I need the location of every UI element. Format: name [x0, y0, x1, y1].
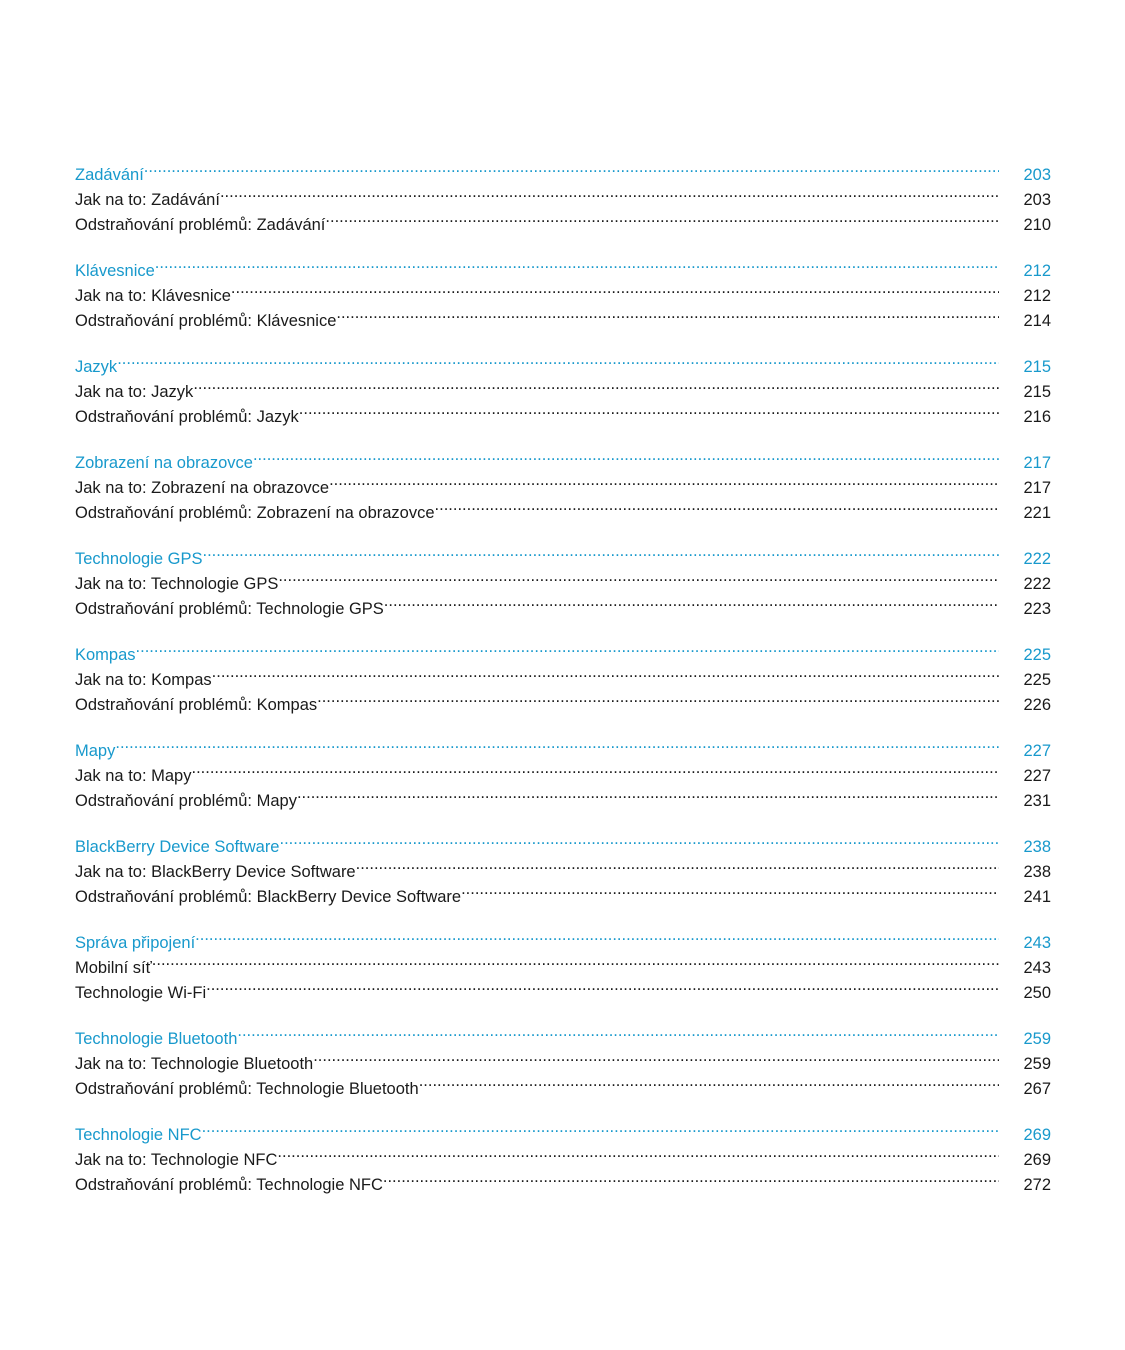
toc-entry-title: Jak na to: Kompas — [75, 671, 212, 689]
toc-section — [75, 731, 1051, 810]
toc-section — [75, 347, 1051, 426]
toc-heading-link[interactable] — [75, 923, 1051, 952]
toc-heading-title: Klávesnice — [75, 262, 155, 280]
toc-heading-link[interactable] — [75, 155, 1051, 184]
toc-entry-page-number: 225 — [1023, 671, 1051, 689]
toc-dot-leader — [136, 635, 999, 660]
toc-heading-title: Správa připojení — [75, 934, 196, 952]
toc-heading-link[interactable] — [75, 539, 1051, 568]
toc-entry-page-number: 250 — [1023, 984, 1051, 1002]
toc-section — [75, 155, 1051, 234]
toc-dot-leader — [383, 1165, 999, 1190]
toc-heading-title: Jazyk — [75, 358, 118, 376]
toc-heading-page-number: 225 — [1023, 646, 1051, 664]
toc-entry-page-number: 210 — [1023, 216, 1051, 234]
toc-entry-page-number: 226 — [1023, 696, 1051, 714]
toc-heading-title: Zobrazení na obrazovce — [75, 454, 253, 472]
toc-entry-link[interactable] — [75, 1140, 1051, 1169]
toc-entry-page-number: 203 — [1023, 191, 1051, 209]
toc-heading-title: Kompas — [75, 646, 136, 664]
toc-heading-link[interactable] — [75, 827, 1051, 856]
toc-entry-page-number: 227 — [1023, 767, 1051, 785]
toc-entry-title: Jak na to: Jazyk — [75, 383, 194, 401]
toc-dot-leader — [336, 301, 999, 326]
toc-heading-page-number: 222 — [1023, 550, 1051, 568]
toc-entry-page-number: 272 — [1023, 1176, 1051, 1194]
toc-entry-link[interactable] — [75, 781, 1051, 810]
toc-heading-page-number: 269 — [1023, 1126, 1051, 1144]
toc-entry-title: Jak na to: Zobrazení na obrazovce — [75, 479, 330, 497]
toc-section — [75, 443, 1051, 522]
toc-entry-link[interactable] — [75, 180, 1051, 209]
toc-entry-title: Odstraňování problémů: Technologie Bluetooth — [75, 1080, 419, 1098]
toc-section — [75, 827, 1051, 906]
toc-dot-leader — [195, 923, 999, 948]
toc-entry-title: Jak na to: Klávesnice — [75, 287, 231, 305]
toc-heading-link[interactable] — [75, 1019, 1051, 1048]
toc-dot-leader — [115, 731, 999, 756]
toc-heading-link[interactable] — [75, 347, 1051, 376]
toc-heading-page-number: 243 — [1023, 934, 1051, 952]
toc-entry-page-number: 222 — [1023, 575, 1051, 593]
toc-entry-title: Odstraňování problémů: Mapy — [75, 792, 297, 810]
toc-heading-link[interactable] — [75, 251, 1051, 280]
toc-dot-leader — [297, 781, 999, 806]
toc-dot-leader — [461, 877, 999, 902]
table-of-contents — [75, 155, 1051, 1211]
toc-heading-page-number: 203 — [1023, 166, 1051, 184]
toc-entry-link[interactable] — [75, 948, 1051, 977]
toc-section — [75, 1115, 1051, 1194]
toc-entry-link[interactable] — [75, 660, 1051, 689]
toc-entry-page-number: 214 — [1023, 312, 1051, 330]
toc-entry-page-number: 223 — [1023, 600, 1051, 618]
toc-heading-title: Technologie GPS — [75, 550, 203, 568]
toc-entry-title: Odstraňování problémů: Technologie GPS — [75, 600, 384, 618]
toc-entry-page-number: 267 — [1023, 1080, 1051, 1098]
toc-entry-title: Odstraňování problémů: Zobrazení na obrazovce — [75, 504, 435, 522]
toc-section — [75, 923, 1051, 1002]
toc-entry-title: Jak na to: Technologie Bluetooth — [75, 1055, 314, 1073]
toc-heading-page-number: 215 — [1023, 358, 1051, 376]
toc-section — [75, 539, 1051, 618]
toc-dot-leader — [220, 180, 999, 205]
toc-section — [75, 635, 1051, 714]
toc-heading-link[interactable] — [75, 1115, 1051, 1144]
toc-section — [75, 251, 1051, 330]
toc-entry-title: Jak na to: Zadávání — [75, 191, 220, 209]
toc-dot-leader — [202, 1115, 999, 1140]
toc-dot-leader — [117, 347, 999, 372]
toc-dot-leader — [299, 397, 999, 422]
toc-entry-title: Odstraňování problémů: BlackBerry Device Software — [75, 888, 462, 906]
toc-heading-page-number: 259 — [1023, 1030, 1051, 1048]
toc-entry-page-number: 238 — [1023, 863, 1051, 881]
toc-section — [75, 1019, 1051, 1098]
toc-entry-page-number: 217 — [1023, 479, 1051, 497]
toc-entry-link[interactable] — [75, 205, 1051, 234]
toc-dot-leader — [212, 660, 999, 685]
toc-dot-leader — [384, 589, 999, 614]
toc-entry-title: Jak na to: Technologie NFC — [75, 1151, 278, 1169]
toc-heading-link[interactable] — [75, 635, 1051, 664]
toc-dot-leader — [191, 756, 999, 781]
toc-dot-leader — [144, 155, 999, 180]
toc-dot-leader — [203, 539, 1000, 564]
toc-entry-link[interactable] — [75, 276, 1051, 305]
toc-entry-title: Technologie Wi-Fi — [75, 984, 207, 1002]
toc-heading-title: Zadávání — [75, 166, 144, 184]
toc-heading-page-number: 217 — [1023, 454, 1051, 472]
toc-entry-page-number: 259 — [1023, 1055, 1051, 1073]
toc-entry-page-number: 241 — [1023, 888, 1051, 906]
toc-entry-page-number: 243 — [1023, 959, 1051, 977]
toc-entry-link[interactable] — [75, 397, 1051, 426]
toc-heading-page-number: 212 — [1023, 262, 1051, 280]
toc-heading-title: Technologie Bluetooth — [75, 1030, 238, 1048]
toc-entry-page-number: 231 — [1023, 792, 1051, 810]
toc-dot-leader — [193, 372, 999, 397]
toc-entry-title: Odstraňování problémů: Jazyk — [75, 408, 299, 426]
toc-dot-leader — [237, 1019, 999, 1044]
toc-entry-page-number: 269 — [1023, 1151, 1051, 1169]
toc-entry-link[interactable] — [75, 973, 1051, 1002]
toc-entry-link[interactable] — [75, 564, 1051, 593]
toc-dot-leader — [329, 468, 999, 493]
toc-heading-page-number: 227 — [1023, 742, 1051, 760]
toc-dot-leader — [280, 827, 1000, 852]
toc-entry-page-number: 216 — [1023, 408, 1051, 426]
toc-entry-title: Odstraňování problémů: Kompas — [75, 696, 318, 714]
toc-entry-page-number: 221 — [1023, 504, 1051, 522]
toc-entry-page-number: 215 — [1023, 383, 1051, 401]
toc-entry-title: Odstraňování problémů: Technologie NFC — [75, 1176, 383, 1194]
toc-dot-leader — [356, 852, 999, 877]
toc-dot-leader — [277, 1140, 999, 1165]
toc-entry-title: Odstraňování problémů: Klávesnice — [75, 312, 337, 330]
toc-dot-leader — [231, 276, 999, 301]
toc-entry-page-number: 212 — [1023, 287, 1051, 305]
toc-entry-title: Jak na to: BlackBerry Device Software — [75, 863, 356, 881]
toc-heading-link[interactable] — [75, 443, 1051, 472]
toc-dot-leader — [317, 685, 999, 710]
toc-dot-leader — [278, 564, 999, 589]
toc-heading-link[interactable] — [75, 731, 1051, 760]
toc-dot-leader — [152, 948, 999, 973]
toc-dot-leader — [313, 1044, 999, 1069]
toc-dot-leader — [435, 493, 999, 518]
toc-entry-link[interactable] — [75, 685, 1051, 714]
toc-heading-title: Technologie NFC — [75, 1126, 202, 1144]
toc-entry-title: Mobilní síť — [75, 959, 152, 977]
toc-entry-title: Jak na to: Mapy — [75, 767, 192, 785]
toc-entry-link[interactable] — [75, 372, 1051, 401]
toc-entry-link[interactable] — [75, 756, 1051, 785]
toc-entry-title: Jak na to: Technologie GPS — [75, 575, 279, 593]
toc-heading-page-number: 238 — [1023, 838, 1051, 856]
toc-dot-leader — [253, 443, 999, 468]
toc-dot-leader — [325, 205, 999, 230]
toc-dot-leader — [155, 251, 999, 276]
toc-heading-title: BlackBerry Device Software — [75, 838, 280, 856]
toc-heading-title: Mapy — [75, 742, 116, 760]
toc-dot-leader — [206, 973, 999, 998]
toc-entry-title: Odstraňování problémů: Zadávání — [75, 216, 326, 234]
toc-dot-leader — [419, 1069, 999, 1094]
